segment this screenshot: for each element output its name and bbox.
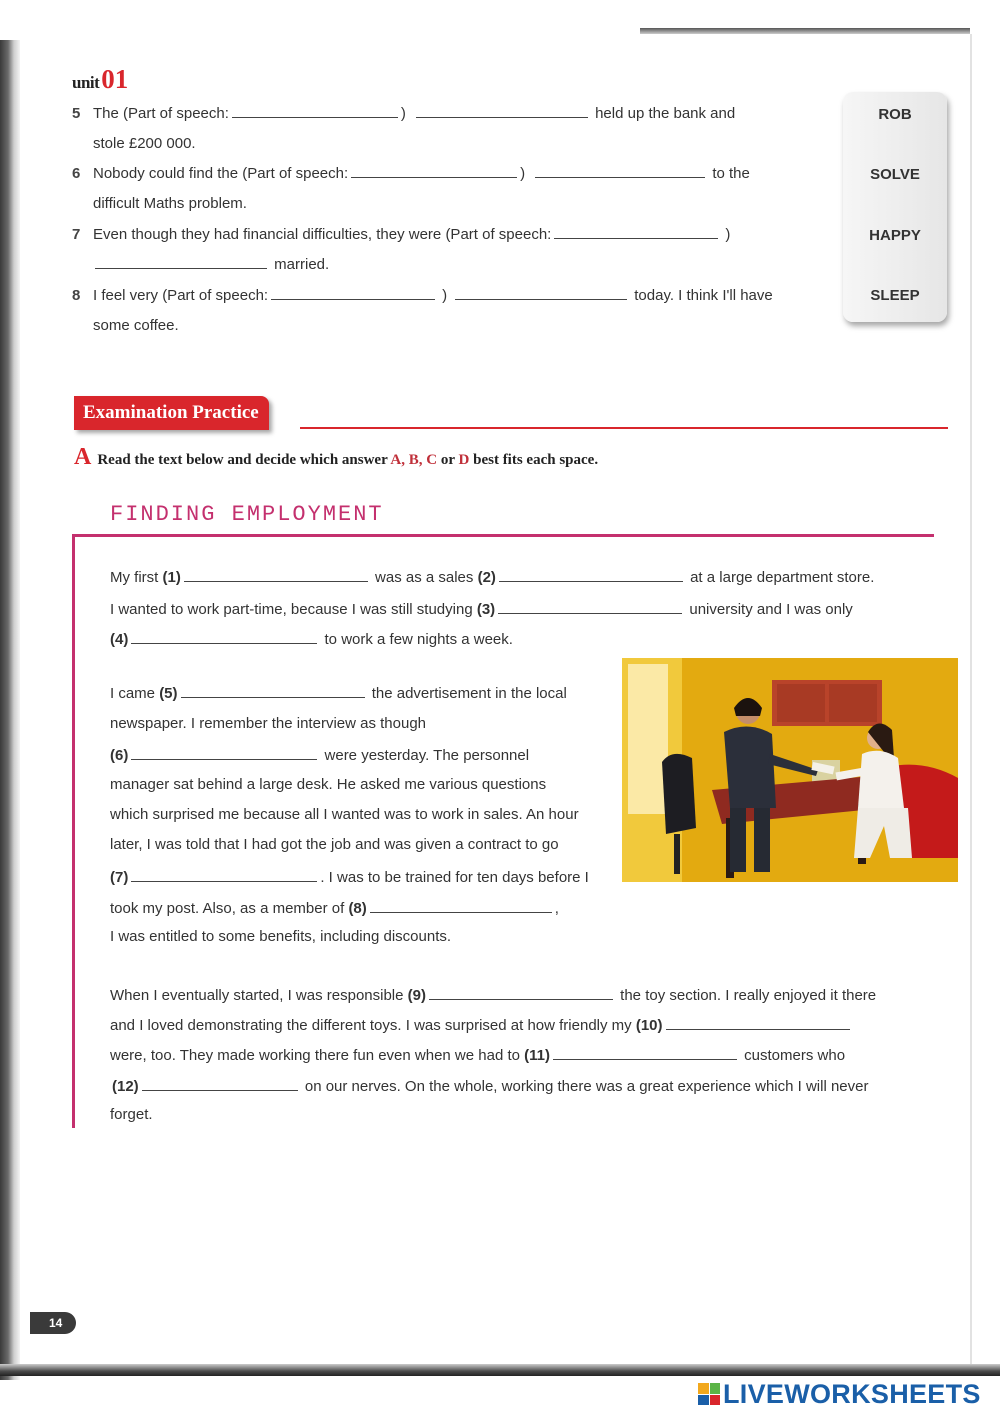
passage-line: which surprised me because all I wanted was to work in sales. An hour [110, 806, 579, 823]
gap-number: (2) [477, 569, 496, 586]
exercise-text: ) [400, 105, 406, 122]
gap-number: (8) [348, 900, 367, 917]
exercise-text: difficult Maths problem. [93, 195, 247, 212]
passage-text: on our nerves. On the whole, working there was a great experience which I will never [304, 1078, 869, 1095]
gap-number: (5) [159, 685, 178, 702]
section-a-instruction [74, 444, 598, 471]
exercise-text: to the [712, 165, 750, 182]
unit-number: 01 [101, 64, 129, 94]
passage-line [110, 898, 559, 917]
passage-line: newspaper. I remember the interview as though [110, 715, 427, 732]
instruction-text: best fits each space. [473, 452, 599, 468]
exercise-number: 8 [72, 287, 81, 304]
exercise-number: 7 [72, 226, 81, 243]
exercise-text: I feel very (Part of speech: [93, 287, 269, 304]
gap-blank[interactable] [553, 1045, 737, 1060]
passage-line [110, 567, 874, 586]
exercise-text: Even though they had financial difficulties, they were (Part of speech: [93, 226, 552, 243]
passage-text: was as a sales [375, 569, 474, 586]
passage-line: manager sat behind a large desk. He asked me various questions [110, 776, 547, 793]
page-shadow-bottom [0, 1364, 1000, 1376]
gap-blank[interactable] [181, 683, 365, 698]
passage-text: were, too. They made working there fun even when we had to [110, 1047, 520, 1064]
passage-text: to work a few nights a week. [324, 631, 513, 648]
exercise-number: 5 [72, 105, 81, 122]
instruction-text: or [440, 452, 455, 468]
part-of-speech-blank[interactable] [351, 163, 517, 178]
exercise-text: married. [274, 256, 330, 273]
passage-text: at a large department store. [690, 569, 875, 586]
part-of-speech-blank[interactable] [232, 103, 398, 118]
gap-number: (9) [407, 987, 426, 1004]
passage-line [110, 1045, 845, 1064]
exercise-item [72, 220, 822, 280]
word-box [843, 92, 947, 322]
passage-line [110, 683, 567, 702]
gap-blank[interactable] [131, 745, 317, 760]
passage-title: FINDING EMPLOYMENT [110, 502, 384, 527]
option-label: B, [408, 452, 423, 468]
passage-line [112, 1076, 868, 1095]
page-shadow-top [640, 28, 970, 34]
gap-number: (12) [112, 1078, 139, 1095]
exercise-item [72, 99, 822, 159]
gap-blank[interactable] [131, 629, 317, 644]
unit-header [72, 64, 128, 95]
gap-blank[interactable] [184, 567, 368, 582]
gap-blank[interactable] [666, 1015, 850, 1030]
gap-blank[interactable] [498, 599, 682, 614]
gap-blank[interactable] [499, 567, 683, 582]
exercise-text: held up the bank and [595, 105, 736, 122]
liveworksheets-wordmark: LIVEWORKSHEETS [723, 1378, 981, 1409]
exercise-text: stole £200 000. [93, 135, 196, 152]
exercise-text: today. I think I'll have [634, 287, 773, 304]
part-of-speech-blank[interactable] [271, 285, 435, 300]
exercise-number: 6 [72, 165, 81, 182]
gap-blank[interactable] [370, 898, 552, 913]
exercise-item [72, 159, 822, 219]
part-of-speech-blank[interactable] [554, 224, 718, 239]
answer-blank[interactable] [535, 163, 705, 178]
interview-photo [622, 658, 958, 882]
exercise-text: ) [520, 165, 526, 182]
passage-text: When I eventually started, I was responsible [110, 987, 404, 1004]
passage-text: My first [110, 569, 159, 586]
word-box-item: ROB [878, 106, 912, 123]
gap-number: (3) [476, 601, 496, 618]
unit-label: unit [72, 73, 100, 92]
answer-blank[interactable] [416, 103, 588, 118]
gap-blank[interactable] [142, 1076, 298, 1091]
passage-border-top [72, 534, 934, 537]
gap-number: (11) [524, 1047, 550, 1064]
page-edge-right [970, 34, 972, 1364]
passage-text: university and I was only [689, 601, 853, 618]
exercise-text: The (Part of speech: [93, 105, 229, 122]
passage-line [110, 745, 529, 764]
passage-text: and I loved demonstrating the different toys. I was surprised at how friendly my [110, 1017, 632, 1034]
word-box-item: SOLVE [870, 166, 920, 183]
passage-line [110, 1015, 853, 1034]
passage-line: I was entitled to some benefits, including discounts. [110, 928, 452, 945]
passage-line [110, 629, 513, 648]
gap-blank[interactable] [429, 985, 613, 1000]
gap-number: (10) [635, 1017, 663, 1034]
exercise-text: Nobody could find the (Part of speech: [93, 165, 349, 182]
exercise-text: ) [725, 226, 731, 243]
section-divider [300, 427, 948, 429]
answer-blank[interactable] [95, 254, 267, 269]
passage-line [110, 599, 853, 618]
passage-text: the toy section. I really enjoyed it there [620, 987, 877, 1004]
exercise-text: some coffee. [93, 317, 179, 334]
passage-text: were yesterday. The personnel [324, 747, 530, 764]
passage-text: customers who [744, 1047, 846, 1064]
exercise-item [72, 281, 822, 341]
passage-text: took my post. Also, as a member of [110, 900, 345, 917]
gap-number: (6) [110, 747, 129, 764]
passage-text: I came [110, 685, 156, 702]
option-label: D [458, 452, 470, 468]
gap-number: (7) [110, 869, 129, 886]
passage-line [110, 985, 876, 1004]
passage-text: . I was to be trained for ten days before I [320, 869, 589, 886]
page-number: 14 [30, 1312, 76, 1334]
word-box-item: SLEEP [870, 287, 920, 304]
section-letter: A [74, 444, 92, 470]
gap-number: (4) [110, 631, 129, 648]
answer-blank[interactable] [455, 285, 627, 300]
word-box-item: HAPPY [869, 227, 921, 244]
passage-line: forget. [110, 1106, 153, 1123]
examination-practice-tab: Examination Practice [74, 396, 269, 430]
option-label: A, [390, 452, 406, 468]
gap-blank[interactable] [131, 867, 317, 882]
page-shadow-left [0, 40, 20, 1380]
passage-text: the advertisement in the local [371, 685, 567, 702]
option-label: C [426, 452, 438, 468]
passage-border-left [72, 534, 75, 1128]
gap-number: (1) [162, 569, 181, 586]
passage-line: later, I was told that I had got the job and was given a contract to go [110, 836, 559, 853]
exercise-text: ) [442, 287, 448, 304]
liveworksheets-logo [698, 1378, 981, 1410]
passage-text: I wanted to work part-time, because I was still studying [110, 601, 473, 618]
passage-text: , [554, 900, 559, 917]
instruction-text: Read the text below and decide which answer [97, 452, 388, 468]
passage-line [110, 867, 589, 886]
liveworksheets-logo-icon [698, 1383, 720, 1405]
